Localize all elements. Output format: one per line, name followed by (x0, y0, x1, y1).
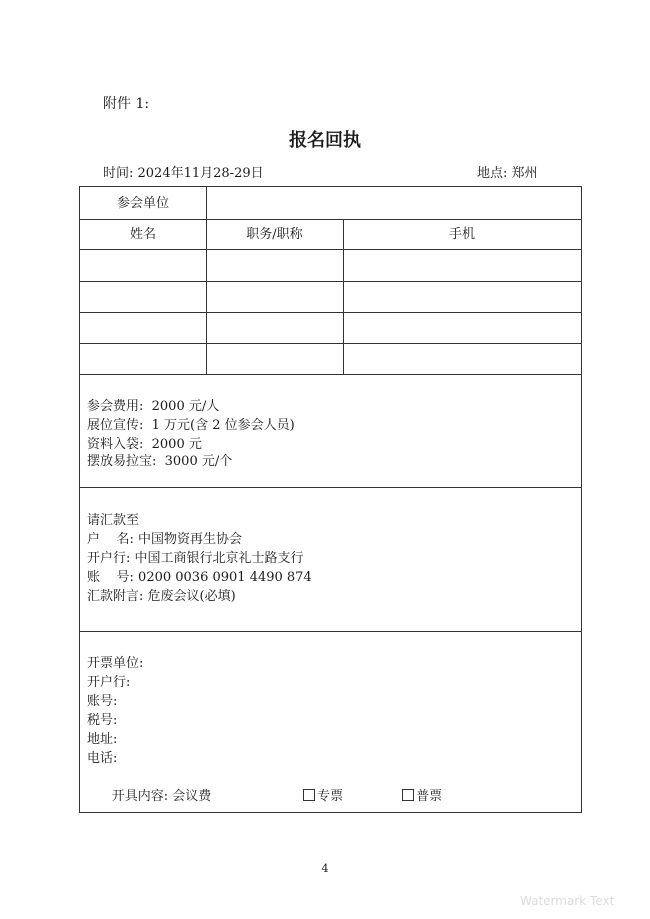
remit-heading: 请汇款至 (87, 513, 140, 528)
remit-line: 户 名: 中国物资再生协会 (87, 532, 243, 547)
invoice-section (87, 654, 443, 804)
participant-unit-label: 参会单位 (116, 196, 169, 211)
fee-line: 参会费用: 2000 元/人 (87, 399, 220, 414)
option-general-label: 普票 (416, 789, 443, 804)
option-special-invoice[interactable] (270, 768, 343, 825)
attachment-label: 附件 1: (103, 96, 150, 112)
remit-line: 账 号: 0200 0036 0901 4490 874 (87, 570, 312, 585)
attendee-row[interactable] (80, 250, 581, 281)
invoice-line: 电话: (87, 751, 118, 766)
fee-line: 展位宣传: 1 万元(含 2 位参会人员) (87, 418, 295, 433)
invoice-line: 税号: (87, 713, 118, 728)
invoice-content-row (87, 768, 443, 804)
option-special-label: 专票 (317, 789, 344, 804)
invoice-line: 地址: (87, 732, 118, 747)
checkbox-icon[interactable] (303, 789, 315, 801)
remit-line: 汇款附言: 危废会议(必填) (87, 589, 236, 604)
registration-form (79, 186, 582, 813)
fees-section (87, 397, 295, 471)
invoice-content-label: 开具内容: 会议费 (111, 789, 212, 804)
fee-line: 摆放易拉宝: 3000 元/个 (87, 454, 233, 469)
option-general-invoice[interactable] (369, 768, 442, 825)
invoice-line: 账号: (87, 694, 118, 709)
page-title: 报名回执 (289, 130, 361, 151)
attendee-row[interactable] (80, 313, 581, 343)
attendee-row[interactable] (80, 282, 581, 312)
fee-line: 资料入袋: 2000 元 (87, 437, 202, 452)
attendee-row[interactable] (80, 344, 581, 374)
remittance-section (87, 511, 312, 606)
column-header-name: 姓名 (129, 227, 156, 242)
participant-unit-field[interactable] (210, 196, 578, 214)
watermark: Watermark Text (520, 894, 615, 908)
meeting-place: 地点: 郑州 (477, 166, 538, 181)
column-header-title: 职务/职称 (246, 227, 303, 242)
remit-line: 开户行: 中国工商银行北京礼士路支行 (87, 551, 304, 566)
meeting-time: 时间: 2024年11月28-29日 (103, 166, 264, 181)
invoice-line: 开户行: (87, 675, 131, 690)
invoice-line: 开票单位: (87, 656, 144, 671)
page-number: 4 (321, 862, 329, 875)
checkbox-icon[interactable] (402, 789, 414, 801)
column-header-phone: 手机 (448, 227, 475, 242)
